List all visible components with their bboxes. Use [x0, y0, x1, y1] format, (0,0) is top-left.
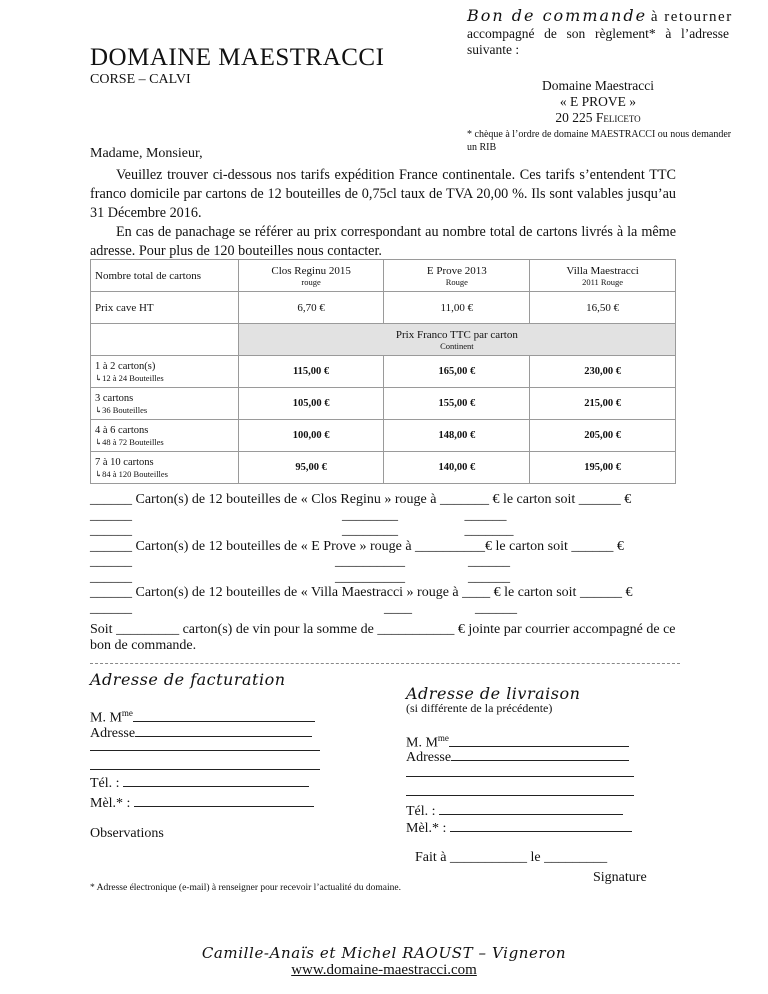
quantity-label: 1 à 2 carton(s) — [95, 360, 156, 372]
signature-label: Signature — [593, 870, 647, 885]
table-row — [91, 420, 676, 452]
wine-color: rouge — [301, 276, 321, 287]
wine-header — [238, 260, 384, 292]
cave-price: 16,50 € — [530, 292, 676, 324]
price-cell: 215,00 € — [530, 388, 676, 420]
payment-note: * chèque à l’ordre de domaine MAESTRACCI ou nous demander un RIB — [467, 129, 732, 153]
delivery-tel-field[interactable]: Tél. : — [406, 800, 623, 822]
price-cell: 100,00 € — [238, 420, 384, 452]
billing-mail-field[interactable]: Mèl.* : — [90, 792, 314, 814]
bottle-arrow-icon: ↳ — [95, 436, 103, 447]
website-link[interactable]: www.domaine-maestracci.com — [291, 962, 477, 978]
bottle-arrow-icon: ↳ — [95, 404, 103, 415]
column-header: Nombre total de cartons — [91, 260, 239, 292]
table-row — [91, 452, 676, 484]
order-form-heading — [467, 6, 733, 26]
salutation: Madame, Monsieur, — [90, 146, 203, 161]
email-footnote: * Adresse électronique (e-mail) à renseigner pour recevoir l’actualité du domaine. — [90, 883, 401, 893]
quantity-cell — [91, 356, 239, 388]
cave-price-row — [91, 292, 676, 324]
order-lines — [90, 492, 680, 616]
intro-text — [90, 166, 676, 261]
price-cell: 195,00 € — [530, 452, 676, 484]
order-title: Bon de commande — [467, 6, 648, 25]
price-table — [90, 259, 676, 484]
order-summary[interactable]: Soit _________ carton(s) de vin pour la somme de ___________ € jointe par courrier accompagné de ce bon de commande. — [90, 622, 676, 653]
price-cell: 105,00 € — [238, 388, 384, 420]
billing-title: Adresse de facturation — [90, 670, 286, 689]
order-line[interactable]: ______ __________ ______ — [90, 554, 510, 569]
order-line[interactable]: ______ ________ ______ — [90, 507, 507, 523]
quantity-label: 4 à 6 cartons — [95, 424, 149, 436]
price-cell: 155,00 € — [384, 388, 530, 420]
delivery-address-line[interactable] — [406, 795, 634, 796]
franco-label: Prix Franco TTC par carton — [395, 328, 518, 341]
bottle-arrow-icon: ↳ — [95, 372, 103, 383]
empty-cell — [91, 324, 239, 356]
order-title-tail: à retourner — [650, 9, 733, 25]
table-header-row — [91, 260, 676, 292]
delivery-name-field[interactable]: M. $M^{me}$ — [406, 728, 629, 754]
order-line[interactable]: ______ ____ ______ — [90, 600, 517, 616]
delivery-title: Adresse de livraison — [406, 684, 581, 703]
wine-header — [530, 260, 676, 292]
wine-color: Rouge — [445, 276, 468, 287]
franco-header — [238, 324, 675, 356]
billing-address-line[interactable] — [90, 769, 320, 770]
order-instructions: accompagné de son règlement* à l’adresse suivante : — [467, 26, 729, 57]
bottles-label: ↳48 à 72 Bouteilles — [95, 436, 164, 447]
quantity-cell — [91, 420, 239, 452]
delivery-address-field[interactable]: Adresse — [406, 746, 629, 768]
price-cell: 140,00 € — [384, 452, 530, 484]
quantity-cell — [91, 388, 239, 420]
wine-header — [384, 260, 530, 292]
price-cell: 165,00 € — [384, 356, 530, 388]
billing-name-field[interactable]: M. $M^{me}$ — [90, 703, 315, 729]
billing-tel-field[interactable]: Tél. : — [90, 772, 309, 794]
price-cell: 115,00 € — [238, 356, 384, 388]
franco-header-row — [91, 324, 676, 356]
billing-address-line[interactable] — [90, 750, 320, 751]
order-line[interactable]: ______ Carton(s) de 12 bouteilles de « Villa Maestracci » rouge à ____ € le carton soit ______ € — [90, 585, 633, 600]
order-line[interactable]: ______ Carton(s) de 12 bouteilles de « E Prove » rouge à __________€ le carton soit ______ € — [90, 538, 624, 554]
bottle-arrow-icon: ↳ — [95, 468, 103, 479]
winemaker-credit: Camille-Anaïs et Michel RAOUST – Vigneron — [201, 944, 567, 962]
address-line: « E PROVE » — [559, 94, 637, 109]
domain-location: CORSE – CALVI — [90, 72, 191, 87]
price-cell: 148,00 € — [384, 420, 530, 452]
delivery-address-line[interactable] — [406, 776, 634, 777]
table-row — [91, 388, 676, 420]
order-line[interactable]: ______ __________ ______ — [90, 569, 510, 585]
observations-label: Observations — [90, 826, 164, 841]
delivery-mail-field[interactable]: Mèl.* : — [406, 817, 632, 839]
cave-price-label: Prix cave HT — [91, 292, 239, 324]
wine-name: Villa Maestracci — [566, 264, 639, 277]
quantity-cell — [91, 452, 239, 484]
quantity-label: 7 à 10 cartons — [95, 456, 154, 468]
cave-price: 6,70 € — [238, 292, 384, 324]
franco-sub: Continent — [440, 340, 474, 351]
price-cell: 205,00 € — [530, 420, 676, 452]
intro-paragraph: En cas de panachage se référer au prix correspondant au nombre total de cartons livrés à la même adresse. Pour plus de 120 bouteilles nous contacter. — [90, 224, 676, 259]
place-date-field[interactable]: Fait à ___________ le _________ — [415, 850, 608, 865]
order-line[interactable]: ______ Carton(s) de 12 bouteilles de « Clos Reginu » rouge à _______ € le carton soit ______ € — [90, 492, 632, 507]
bottles-label: ↳84 à 120 Bouteilles — [95, 468, 168, 479]
bottles-label: ↳36 Bouteilles — [95, 404, 148, 415]
table-row — [91, 356, 676, 388]
billing-address-field[interactable]: Adresse — [90, 722, 312, 744]
price-cell: 230,00 € — [530, 356, 676, 388]
intro-paragraph: Veuillez trouver ci-dessous nos tarifs expédition France continentale. Ces tarifs s’entendent TTC franco domicile par cartons de 12 bouteilles de 0,75cl taux de TVA 20,00 %. Ils sont valables jusqu’au 31 Décembre 2016. — [90, 167, 676, 221]
quantity-label: 3 cartons — [95, 392, 134, 404]
price-cell: 95,00 € — [238, 452, 384, 484]
wine-name: Clos Reginu 2015 — [271, 264, 351, 277]
bottles-label: ↳12 à 24 Bouteilles — [95, 372, 164, 383]
address-line: 20 225 Feliceto — [555, 110, 641, 125]
return-address — [467, 78, 729, 126]
domain-title: DOMAINE MAESTRACCI — [90, 44, 385, 71]
wine-name: E Prove 2013 — [426, 264, 487, 277]
dashed-divider — [90, 663, 680, 664]
order-line[interactable]: ______ ________ _______ — [90, 523, 514, 538]
delivery-subtitle: (si différente de la précédente) — [406, 701, 553, 715]
address-line: Domaine Maestracci — [541, 78, 655, 93]
wine-color: 2011 Rouge — [582, 276, 624, 287]
cave-price: 11,00 € — [384, 292, 530, 324]
